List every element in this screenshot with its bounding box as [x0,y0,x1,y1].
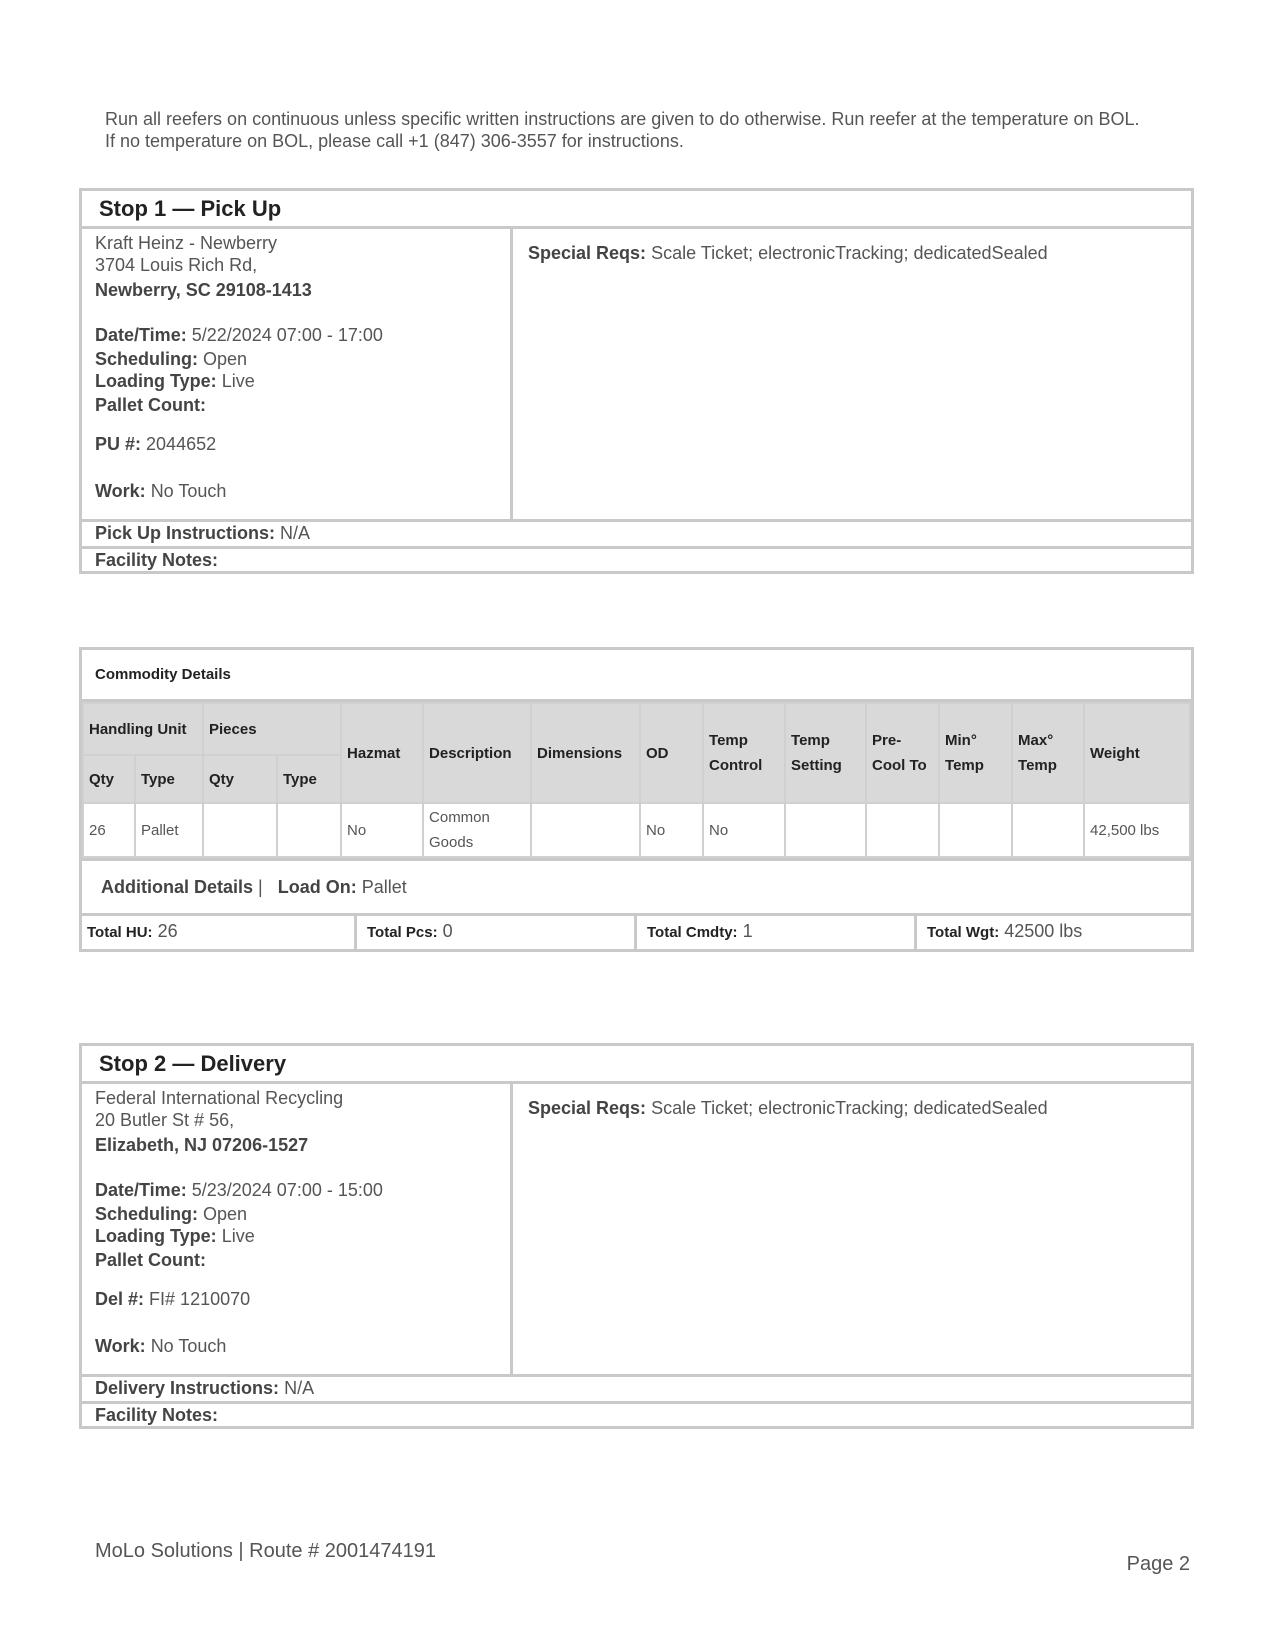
stop-1-work: Work: No Touch [95,481,227,501]
stop-2-work: Work: No Touch [95,1336,227,1356]
stop-2-city: Elizabeth, NJ 07206-1527 [95,1135,309,1155]
header-temp-setting: Temp Setting [785,703,866,803]
cell-hazmat: No [341,803,423,857]
additional-details: Additional Details | Load On: Pallet [82,858,1191,913]
stop-2-details [82,1084,513,1374]
header-min-temp: Min° Temp [939,703,1012,803]
stop-2-facility-notes: Facility Notes: [82,1401,1191,1426]
total-wgt: Total Wgt: 42500 lbs [914,916,1191,949]
stop-2-title: Stop 2 — Delivery [82,1046,1191,1084]
header-dimensions: Dimensions [531,703,640,803]
stop-1-title: Stop 1 — Pick Up [82,191,1191,229]
header-hazmat: Hazmat [341,703,423,803]
cell-description: Common Goods [423,803,531,857]
header-pcs-type: Type [277,755,341,803]
stop-1-special-reqs: Special Reqs: Scale Ticket; electronicTracking; dedicatedSealed [528,243,1048,263]
stop-1-pickup-instructions: Pick Up Instructions: N/A [95,523,311,543]
cell-hu-type: Pallet [135,803,203,857]
commodity-table [82,702,1191,858]
header-hu-type: Type [135,755,203,803]
header-handling-unit: Handling Unit [83,703,203,755]
stop-1-loading-type: Loading Type: Live [95,371,255,391]
cell-weight: 42,500 lbs [1084,803,1190,857]
footer-route: MoLo Solutions | Route # 2001474191 [95,1540,437,1562]
stop-1-facility: Kraft Heinz - Newberry [95,233,278,253]
stop-2-facility: Federal International Recycling [95,1088,344,1108]
stop-1-scheduling: Scheduling: Open [95,349,248,369]
stop-2-street: 20 Butler St # 56, [95,1110,235,1130]
reefer-instructions-line1: Run all reefers on continuous unless specific written instructions are given to do otherwise. Run reefer at the temperature on BOL. [105,109,1140,129]
cell-pcs-type [277,803,341,857]
footer-page-number: Page 2 [1126,1553,1190,1575]
stop-1-details [82,229,513,519]
stop-1-pu-number: PU #: 2044652 [95,434,217,454]
commodity-totals [82,913,1191,949]
total-hu: Total HU: 26 [87,921,178,941]
stop-1-section [79,188,1194,574]
commodity-details-section [79,647,1194,952]
total-cmdty: Total Cmdty: 1 [634,916,914,949]
stop-1-street: 3704 Louis Rich Rd, [95,255,258,275]
header-weight: Weight [1084,703,1190,803]
cell-od: No [640,803,703,857]
stop-1-pallet-count: Pallet Count: [95,395,206,415]
stop-2-scheduling: Scheduling: Open [95,1204,248,1224]
cell-min-temp [939,803,1012,857]
stop-2-delivery-instructions: Delivery Instructions: N/A [95,1378,315,1398]
stop-1-city: Newberry, SC 29108-1413 [95,280,312,300]
cell-pre-cool [866,803,939,857]
cell-temp-setting [785,803,866,857]
header-description: Description [423,703,531,803]
stop-1-datetime-value: 5/22/2024 07:00 - 17:00 [191,325,383,345]
stop-2-section [79,1043,1194,1429]
header-max-temp: Max° Temp [1012,703,1084,803]
cell-hu-qty: 26 [83,803,135,857]
stop-2-special-reqs: Special Reqs: Scale Ticket; electronicTracking; dedicatedSealed [528,1098,1048,1118]
stop-1-facility-notes: Facility Notes: [82,546,1191,571]
header-od: OD [640,703,703,803]
header-pcs-qty: Qty [203,755,277,803]
commodity-row [83,803,1190,857]
cell-pcs-qty [203,803,277,857]
header-hu-qty: Qty [83,755,135,803]
total-pcs: Total Pcs: 0 [354,916,634,949]
stop-2-datetime: Date/Time: 5/23/2024 07:00 - 15:00 [95,1180,383,1200]
header-temp-control: Temp Control [703,703,785,803]
header-pre-cool-to: Pre-Cool To [866,703,939,803]
stop-2-loading-type: Loading Type: Live [95,1226,255,1246]
header-pieces: Pieces [203,703,341,755]
stop-2-pallet-count: Pallet Count: [95,1250,206,1270]
stop-2-del-number: Del #: FI# 1210070 [95,1289,251,1309]
reefer-instructions [105,108,1185,152]
stop-1-datetime: Date/Time: 5/22/2024 07:00 - 17:00 [95,325,383,345]
reefer-instructions-line2: If no temperature on BOL, please call +1 (847) 306-3557 for instructions. [105,131,684,151]
commodity-details-heading: Commodity Details [82,650,1191,702]
cell-max-temp [1012,803,1084,857]
cell-temp-control: No [703,803,785,857]
cell-dimensions [531,803,640,857]
